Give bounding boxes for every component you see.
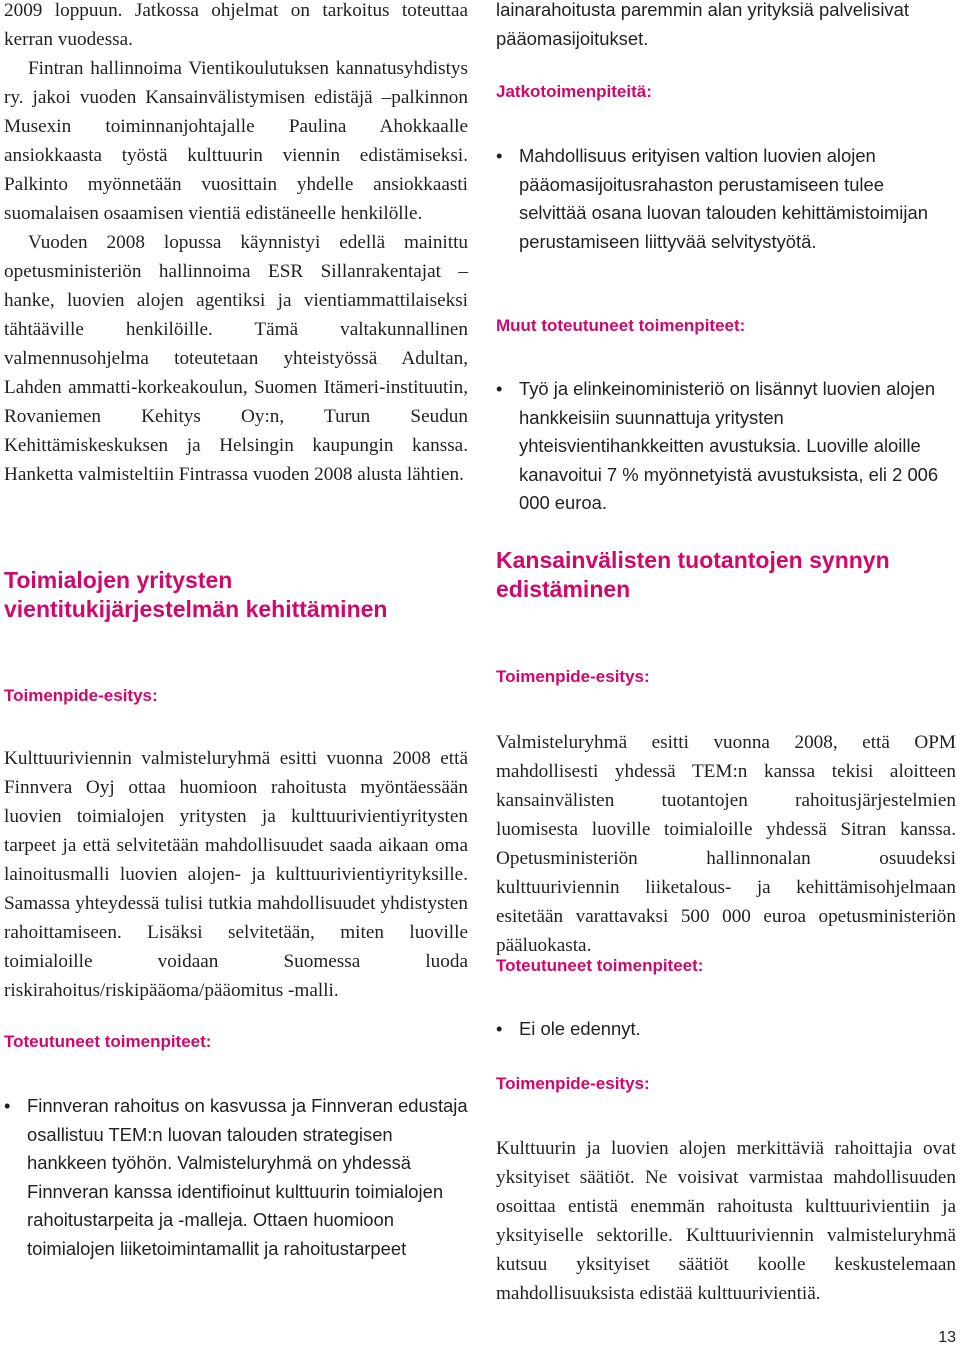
implemented-list [496, 1015, 956, 1044]
implemented-list [4, 1092, 468, 1264]
proposal-text: Valmisteluryhmä esitti vuonna 2008, että OPM mahdollisesti yhdessä TEM:n kanssa tekisi aloitteen kansainvälisten tuotantojen rahoitusjärjestelmien luomisesta luoville toimialoille yhdessä Sitran kanssa. Opetusministeriön hallinnonalan osuudeksi kulttuuriviennin liiketalous- ja kehittämisohjelmaan esitetään varattavaksi 500 000 euroa opetusministeriön pääluokasta. [496, 732, 956, 956]
proposal-text-2: Kulttuurin ja luovien alojen merkittäviä rahoittajia ovat yksityiset säätiöt. Ne voisivat varmistaa mahdollisuuden osoittaa entistä enemmän rahoitusta kulttuurivientiin ja yksityiselle sektorille. Kulttuuriviennin valmisteluryhmä kutsuu yksityiset säätiöt koolle keskustelemaan mahdollisuuksista edistää kulttuurivientiä. [496, 1138, 956, 1304]
further-actions-list [496, 142, 956, 256]
further-actions-label: Jatkotoimenpiteitä: [496, 82, 652, 101]
continuation-text: lainarahoitusta paremmin alan yrityksiä palvelisivat pääomasijoitukset. [496, 0, 909, 49]
page-number: 13 [938, 1329, 956, 1346]
intro-paragraph-2: Fintran hallinnoima Vientikoulutuksen kannatusyhdistys ry. jakoi vuoden Kansainvälistymisen edistäjä –palkinnon Musexin toiminnanjohtajalle Paulina Ahokkaalle ansiokkaasta työstä kulttuurin viennin edistämiseksi. Palkinto myönnetään vuosittain yhdelle ansiokkaasti suomalaisen osaamisen vientiä edistäneelle henkilölle. [4, 58, 468, 224]
intro-paragraph-1: 2009 loppuun. Jatkossa ohjelmat on tarkoitus toteuttaa kerran vuodessa. [4, 0, 468, 50]
list-item: • Finnveran rahoitus on kasvussa ja Finnveran edustaja osallistuu TEM:n luovan talouden strategisen hankkeen työhön. Valmisteluryhmä on yhdessä Finnveran kanssa identifioinut kulttuurin toimialojen rahoitustarpeita ja -malleja. Ottaen huomioon toimialojen liiketoimintamallit ja rahoitustarpeet [4, 1092, 468, 1264]
other-actions-label: Muut toteutuneet toimenpiteet: [496, 316, 746, 335]
proposal-label: Toimenpide-esitys: [4, 686, 158, 705]
implemented-label: Toteutuneet toimenpiteet: [496, 956, 704, 975]
intro-paragraph-3: Vuoden 2008 lopussa käynnistyi edellä mainittu opetusministeriön hallinnoima ESR Sillanrakentajat –hanke, luovien alojen agentiksi ja vientiammattilaiseksi tähtääville henkilöille. Tämä valtakunnallinen valmennusohjelma toteutetaan yhteistyössä Adultan, Lahden ammatti-korkeakoulun, Suomen Itämeri-instituutin, Rovaniemen Kehitys Oy:n, Turun Seudun Kehittämiskeskuksen ja Helsingin kaupungin kanssa. Hanketta valmisteltiin Fintrassa vuoden 2008 alusta lähtien. [4, 232, 468, 485]
section-heading-international-productions: Kansainvälisten tuotantojen synnyn edistäminen [496, 547, 890, 602]
implemented-label: Toteutuneet toimenpiteet: [4, 1032, 212, 1051]
intro-text [4, 0, 468, 489]
section-heading-export-support: Toimialojen yritysten vientitukijärjestelmän kehittäminen [4, 567, 388, 622]
other-actions-list [496, 375, 956, 518]
proposal-label: Toimenpide-esitys: [496, 667, 650, 686]
list-item: • Työ ja elinkeinoministeriö on lisännyt luovien alojen hankkeisiin suunnattuja yritysten yhteisvientihankkeitten avustuksia. Luoville aloille kanavoitui 7 % myönnetyistä avustuksista, eli 2 006 000 euroa. [496, 375, 956, 518]
proposal-text: Kulttuuriviennin valmisteluryhmä esitti vuonna 2008 että Finnvera Oyj ottaa huomioon rahoitusta myöntäessään luovien toimialojen yritysten ja kulttuurivientiyritysten tarpeet ja että selvitetään mahdollisuudet saada aikaan oma lainoitusmalli luovien alojen- ja kulttuurivientiyrityksille. Samassa yhteydessä tulisi tutkia mahdollisuudet yhdistysten rahoittamiseen. Lisäksi selvitetään, miten luoville toimialoille voidaan Suomessa luoda riskirahoitus/riskipääoma/pääomitus -malli. [4, 748, 468, 1001]
list-item: • Ei ole edennyt. [496, 1015, 956, 1044]
proposal-label-2: Toimenpide-esitys: [496, 1074, 650, 1093]
list-item: • Mahdollisuus erityisen valtion luovien alojen pääomasijoitusrahaston perustamiseen tulee selvittää osana luovan talouden kehittämistoimijan perustamiseen liittyvää selvitystyötä. [496, 142, 956, 256]
